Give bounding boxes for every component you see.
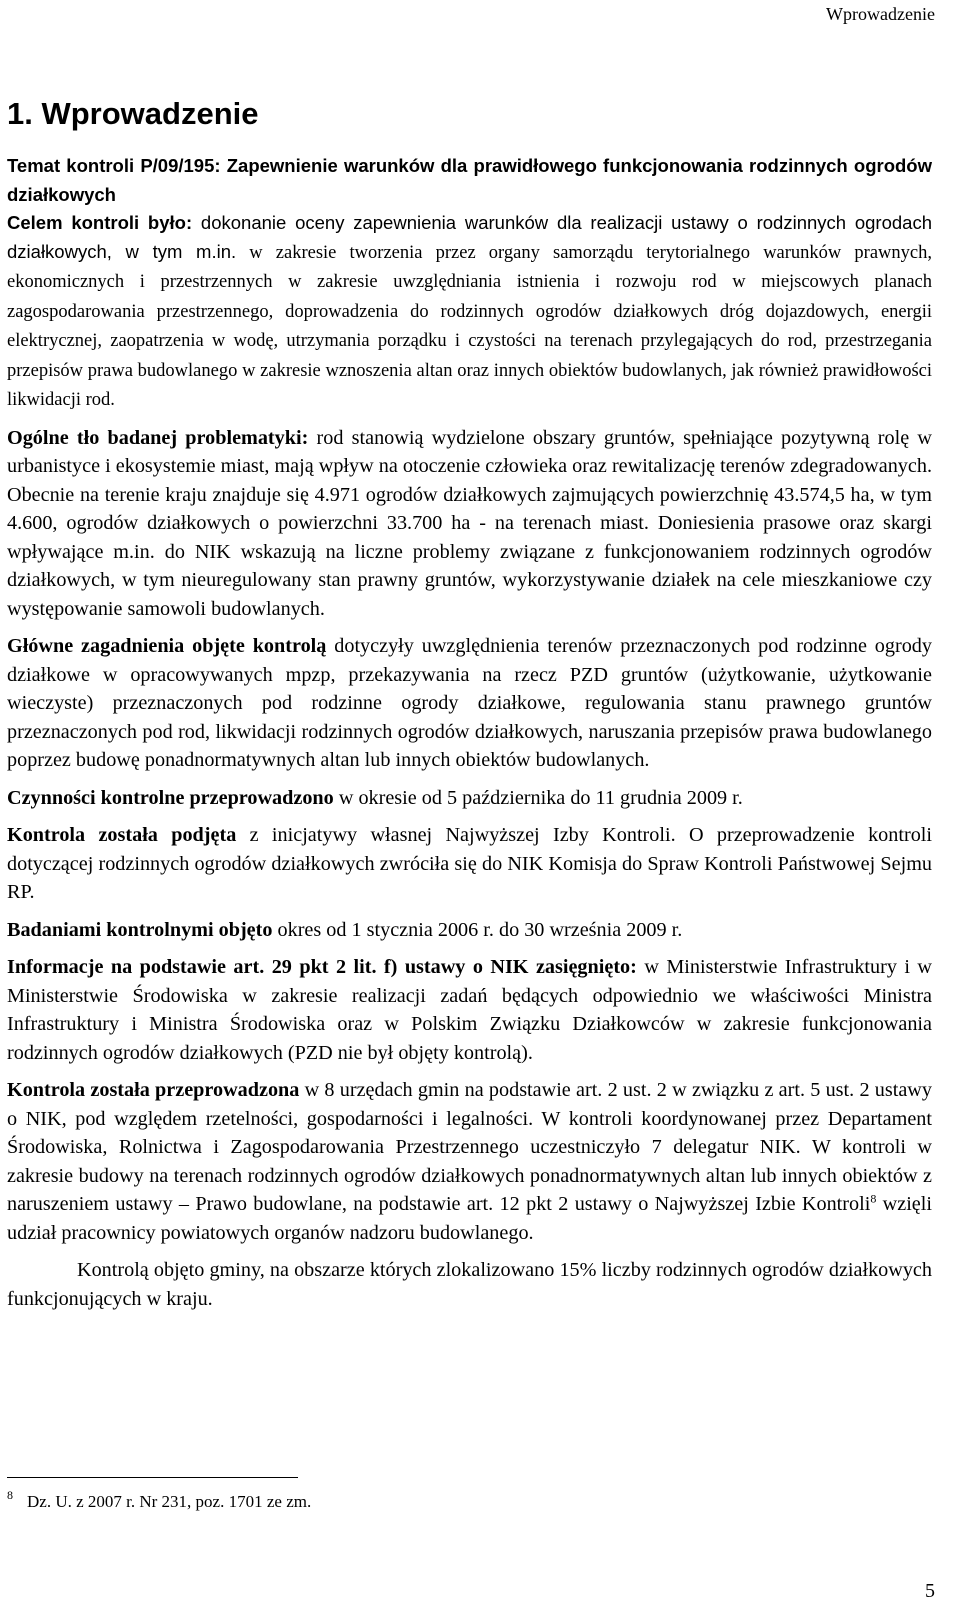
background-label: Ogólne tło badanej problematyki: bbox=[7, 426, 309, 449]
conducted-text: w 8 urzędach gmin na podstawie art. 2 ust. 2 w związku z art. 5 ust. 2 ustawy o NIK, pod względem rzetelności, gospodarności i legalności. W kontroli koordynowanej przez Departament Środowiska, Rolnictwa i Zagospodarowania Przestrzennego uczestniczyło 7 delegatur NIK. W kontroli w zakresie budowy na terenach rodzinnych ogrodów działkowych ponadnormatywnych altan lub innych obiektów z naruszeniem ustawy – Prawo budowlane, na podstawie art. 12 pkt 2 ustawy o Najwyższej Izbie Kontroli bbox=[7, 1079, 932, 1215]
background-text: rod stanowią wydzielone obszary gruntów, spełniające pozytywną rolę w urbanistyce i ekosystemie miast, mają wpływ na otoczenie człowieka oraz rewitalizację terenów zdegradowanych. Obecnie na terenie kraju znajduje się 4.971 ogrodów działkowych zajmujących powierzchnię 43.574,5 ha, w tym 4.600, ogrodów działkowych o powierzchni 33.700 ha - na terenach miast. Doniesienia prasowe oraz skargi wpływające m.in. do NIK wskazują na liczne problemy związane z funkcjonowaniem rodzinnych ogrodów działkowych, w tym nieuregulowany stan prawny gruntów, wykorzystywanie działek na cele mieszkaniowe czy występowanie samowoli budowlanych. bbox=[7, 426, 932, 620]
information-text: w Ministerstwie Infrastruktury i w Ministerstwie Środowiska w zakresie realizacji zadań będących odpowiednio we właściwości Ministra Infrastruktury i Ministra Środowiska oraz w Polskim Związku Działkowców w zakresie funkcjonowania rodzinnych ogrodów działkowych (PZD nie był objęty kontrolą). bbox=[7, 956, 933, 1064]
paragraph-control-period bbox=[7, 784, 932, 813]
paragraph-background bbox=[7, 424, 932, 624]
paragraph-main-issues bbox=[7, 632, 932, 775]
scope-text: okres od 1 stycznia 2006 r. do 30 września 2009 r. bbox=[272, 918, 683, 941]
section-heading: 1. Wprowadzenie bbox=[7, 96, 259, 131]
topic-label: Temat kontroli P/09/195: Zapewnienie warunków dla prawidłowego funkcjonowania rodzinnych ogrodów działkowych bbox=[7, 155, 932, 205]
running-header: Wprowadzenie bbox=[826, 4, 935, 24]
information-label: Informacje na podstawie art. 29 pkt 2 lit. f) ustawy o NIK zasięgnięto: bbox=[7, 956, 637, 978]
main-issues-label: Główne zagadnienia objęte kontrolą bbox=[7, 635, 327, 657]
page-number: 5 bbox=[925, 1580, 935, 1602]
paragraph-coverage bbox=[7, 1256, 932, 1313]
purpose-text-serif: w zakresie tworzenia przez organy samorządu terytorialnego warunków prawnych, ekonomicznych i przestrzennych w zakresie uwzględniania istnienia i rozwoju rod w miejscowych planach zagospodarowania przestrzennego, doprowadzenia do rodzinnych ogrodów działkowych dróg dojazdowych, energii elektrycznej, zaopatrzenia w wodę, utrzymania porządku i czystości na terenach przylegających do rod, przestrzegania przepisów prawa budowlanego w zakresie wznoszenia altan oraz innych obiektów budowlanych, jak również prawidłowości likwidacji rod. bbox=[7, 242, 933, 410]
paragraph-initiative bbox=[7, 821, 932, 907]
footnote bbox=[7, 1488, 312, 1512]
purpose-label: Celem kontroli było: bbox=[7, 212, 193, 233]
initiative-label: Kontrola została podjęta bbox=[7, 824, 237, 846]
paragraph-conducted bbox=[7, 1076, 932, 1247]
paragraph-topic bbox=[7, 152, 932, 209]
paragraph-purpose bbox=[7, 209, 932, 415]
footnote-number: 8 bbox=[7, 1488, 13, 1502]
control-period-label: Czynności kontrolne przeprowadzono bbox=[7, 786, 334, 809]
conducted-text-after: wzięli udział pracownicy powiatowych organów nadzoru budowlanego. bbox=[7, 1193, 932, 1244]
footnote-reference[interactable]: 8 bbox=[870, 1191, 877, 1206]
main-issues-text: dotyczyły uwzględnienia terenów przeznaczonych pod rodzinne ogrody działkowe w opracowywanych mpzp, przekazywania na rzecz PZD gruntów (użytkowanie, użytkowanie wieczyste) przeznaczonych pod rodzinne ogrody działkowe, regulowania stanu prawnego gruntów przeznaczonych pod rod, likwidacji rodzinnych ogrodów działkowych, naruszania przepisów prawa budowlanego poprzez budowę ponadnormatywnych altan lub innych obiektów budowlanych. bbox=[7, 635, 932, 771]
coverage-text: Kontrolą objęto gminy, na obszarze których zlokalizowano 15% liczby rodzinnych ogrodów działkowych funkcjonujących w kraju. bbox=[7, 1259, 932, 1310]
initiative-text: z inicjatywy własnej Najwyższej Izby Kontroli. O przeprowadzenie kontroli dotyczącej rodzinnych ogrodów działkowych zwróciła się do NIK Komisja do Spraw Kontroli Państwowej Sejmu RP. bbox=[7, 824, 932, 903]
conducted-label: Kontrola została przeprowadzona bbox=[7, 1079, 300, 1101]
paragraph-information bbox=[7, 953, 932, 1067]
scope-label: Badaniami kontrolnymi objęto bbox=[7, 918, 273, 941]
control-period-text: w okresie od 5 października do 11 grudnia 2009 r. bbox=[333, 786, 743, 809]
document-body bbox=[7, 96, 932, 1313]
paragraph-scope bbox=[7, 916, 932, 945]
footnote-text: Dz. U. z 2007 r. Nr 231, poz. 1701 ze zm. bbox=[27, 1492, 312, 1511]
purpose-text-sans: dokonanie oceny zapewnienia warunków dla realizacji ustawy o rodzinnych ogrodach działkowych, w tym m.in. bbox=[7, 212, 932, 262]
footnote-separator bbox=[7, 1477, 298, 1478]
